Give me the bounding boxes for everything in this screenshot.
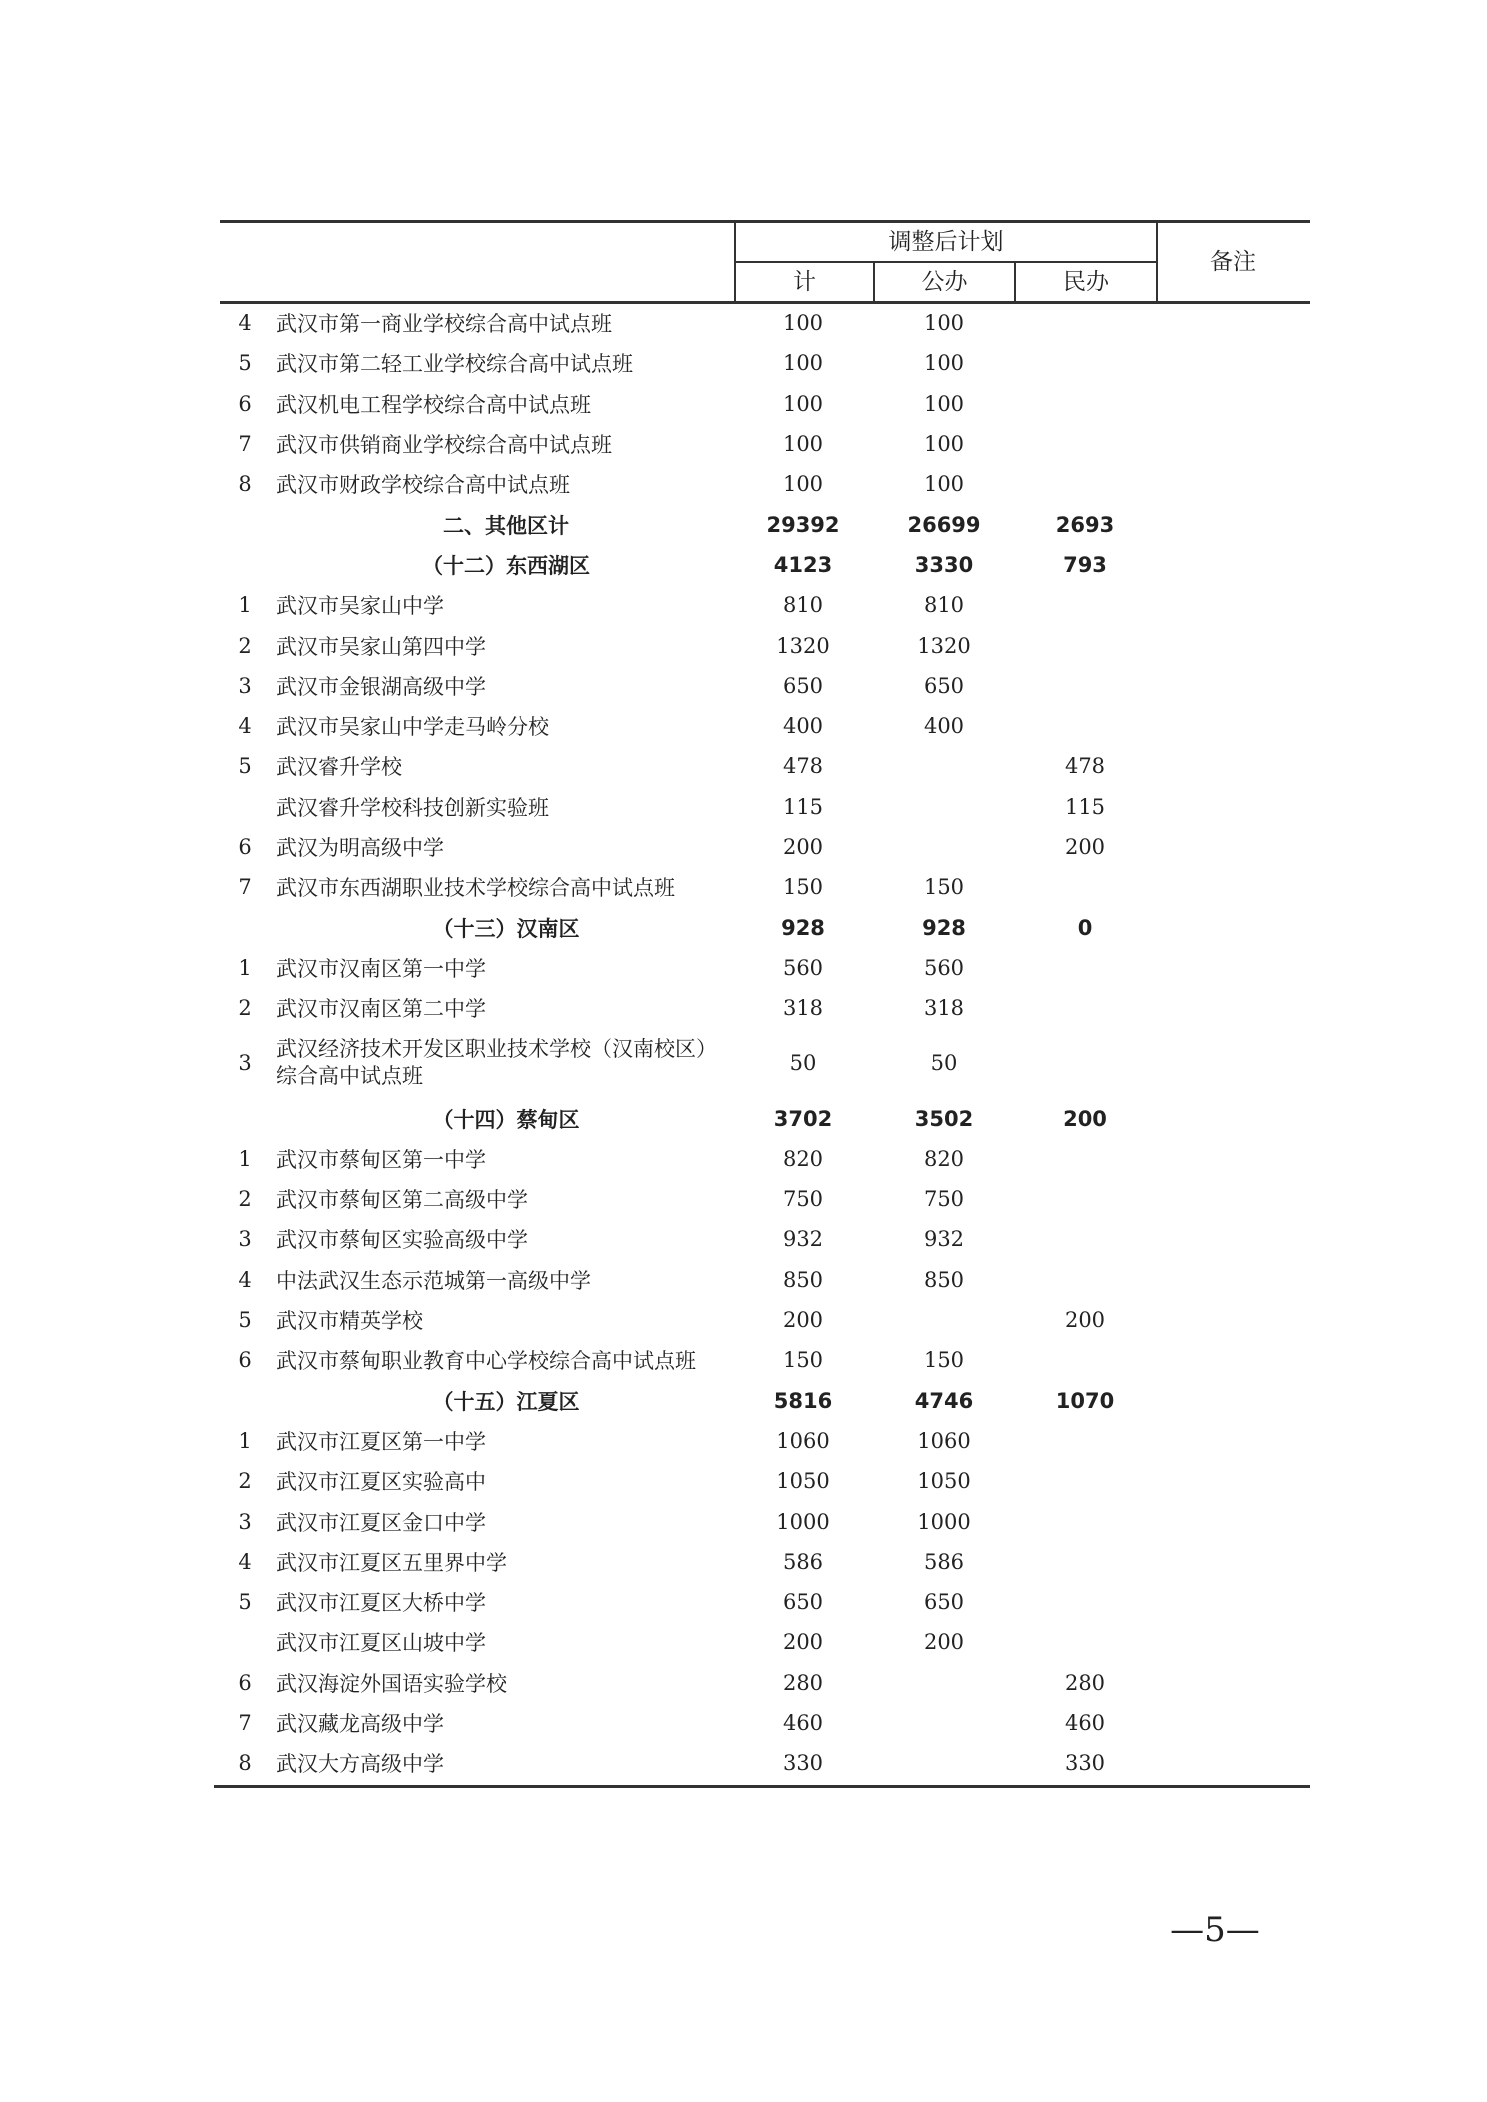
public-count xyxy=(884,827,1004,867)
school-name: 武汉市第二轻工业学校综合高中试点班 xyxy=(276,352,633,377)
public-count: 650 xyxy=(923,1590,965,1615)
row-index: 8 xyxy=(238,1751,252,1776)
school-name: 武汉为明高级中学 xyxy=(276,836,444,861)
private-count xyxy=(1025,1421,1145,1461)
total-count: 280 xyxy=(782,1670,824,1695)
total-count: 29392 xyxy=(766,512,840,537)
table-row xyxy=(0,1501,1487,1541)
school-name: 武汉市江夏区山坡中学 xyxy=(276,1631,486,1656)
table-row xyxy=(0,384,1487,424)
row-index: 1 xyxy=(238,1428,252,1453)
table-row xyxy=(0,787,1487,827)
table-row xyxy=(0,746,1487,786)
public-count: 100 xyxy=(923,472,965,497)
table-row xyxy=(0,988,1487,1028)
row-index: 3 xyxy=(238,1227,252,1252)
row-index xyxy=(232,1622,258,1662)
section-title: （十五）江夏区 xyxy=(432,1389,580,1414)
header-plan-group: 调整后计划 xyxy=(888,229,1004,255)
public-count: 4746 xyxy=(914,1388,974,1413)
row-index: 2 xyxy=(238,633,252,658)
private-count: 330 xyxy=(1064,1751,1106,1776)
row-index: 6 xyxy=(238,1670,252,1695)
school-name: 武汉市精英学校 xyxy=(276,1309,423,1334)
table-row xyxy=(0,1461,1487,1501)
public-count: 100 xyxy=(923,311,965,336)
private-count xyxy=(1025,1340,1145,1380)
table-row xyxy=(0,1542,1487,1582)
section-row xyxy=(0,908,1487,948)
total-count: 932 xyxy=(782,1227,824,1252)
school-name: 武汉市吴家山中学走马岭分校 xyxy=(276,715,549,740)
row-index: 3 xyxy=(238,1509,252,1534)
school-name: 武汉市江夏区金口中学 xyxy=(276,1510,486,1535)
public-count xyxy=(884,1743,1004,1783)
private-count: 200 xyxy=(1064,1308,1106,1333)
private-count: 793 xyxy=(1063,552,1107,577)
public-count: 400 xyxy=(923,714,965,739)
table-row xyxy=(0,464,1487,504)
school-name: 武汉市江夏区大桥中学 xyxy=(276,1591,486,1616)
school-name: 武汉藏龙高级中学 xyxy=(276,1712,444,1737)
school-name: 武汉市汉南区第一中学 xyxy=(276,956,486,981)
public-count: 750 xyxy=(923,1187,965,1212)
private-count: 0 xyxy=(1077,915,1093,940)
public-count: 100 xyxy=(923,351,965,376)
section-row xyxy=(0,545,1487,585)
private-count xyxy=(1025,1582,1145,1622)
table-row xyxy=(0,585,1487,625)
row-index: 7 xyxy=(238,875,252,900)
public-count xyxy=(884,1703,1004,1743)
section-title: （十三）汉南区 xyxy=(432,916,580,941)
row-index xyxy=(232,787,258,827)
public-count: 1050 xyxy=(917,1469,971,1494)
private-count: 1070 xyxy=(1055,1388,1115,1413)
private-count xyxy=(1025,1260,1145,1300)
total-count: 200 xyxy=(782,1308,824,1333)
school-name: 武汉市江夏区第一中学 xyxy=(276,1429,486,1454)
public-count: 3330 xyxy=(914,552,974,577)
total-count: 4123 xyxy=(773,552,833,577)
private-count xyxy=(1025,867,1145,907)
row-index: 3 xyxy=(238,673,252,698)
row-index: 5 xyxy=(238,1590,252,1615)
total-count: 50 xyxy=(789,1051,817,1076)
table-row xyxy=(0,1703,1487,1743)
private-count xyxy=(1025,585,1145,625)
total-count: 200 xyxy=(782,1630,824,1655)
table-row xyxy=(0,1260,1487,1300)
private-count: 200 xyxy=(1063,1106,1107,1131)
row-index: 3 xyxy=(238,1051,252,1076)
row-index: 6 xyxy=(238,1348,252,1373)
total-count: 1320 xyxy=(776,633,830,658)
section-title: （十四）蔡甸区 xyxy=(432,1107,580,1132)
public-count: 650 xyxy=(923,673,965,698)
private-count xyxy=(1025,1542,1145,1582)
public-count: 810 xyxy=(923,593,965,618)
school-name: 武汉市蔡甸职业教育中心学校综合高中试点班 xyxy=(276,1349,696,1374)
public-count: 150 xyxy=(923,1348,965,1373)
public-count: 560 xyxy=(923,955,965,980)
private-count xyxy=(1025,666,1145,706)
school-name: 武汉市江夏区五里界中学 xyxy=(276,1550,507,1575)
row-index: 5 xyxy=(238,754,252,779)
school-name: 武汉市金银湖高级中学 xyxy=(276,674,486,699)
table-row xyxy=(0,1421,1487,1461)
school-name: 武汉市吴家山第四中学 xyxy=(276,634,486,659)
private-count xyxy=(1025,464,1145,504)
header-total: 计 xyxy=(793,269,816,295)
total-count: 650 xyxy=(782,673,824,698)
school-name: 中法武汉生态示范城第一高级中学 xyxy=(276,1268,591,1293)
table-row xyxy=(0,424,1487,464)
header-private: 民办 xyxy=(1063,269,1109,295)
public-count xyxy=(884,1300,1004,1340)
public-count: 318 xyxy=(923,996,965,1021)
total-count: 100 xyxy=(782,391,824,416)
total-count: 1060 xyxy=(776,1428,830,1453)
private-count xyxy=(1025,1461,1145,1501)
total-count: 100 xyxy=(782,472,824,497)
school-name: 武汉市供销商业学校综合高中试点班 xyxy=(276,433,612,458)
total-count: 100 xyxy=(782,311,824,336)
public-count: 820 xyxy=(923,1146,965,1171)
total-count: 330 xyxy=(782,1751,824,1776)
row-index: 8 xyxy=(238,472,252,497)
public-count: 26699 xyxy=(907,512,981,537)
public-count: 1060 xyxy=(917,1428,971,1453)
row-index xyxy=(232,908,258,948)
public-count: 1320 xyxy=(917,633,971,658)
private-count xyxy=(1025,625,1145,665)
table-row xyxy=(0,1743,1487,1783)
public-count xyxy=(884,787,1004,827)
public-count: 928 xyxy=(922,915,966,940)
school-name: 武汉市蔡甸区第一中学 xyxy=(276,1147,486,1172)
public-count: 932 xyxy=(923,1227,965,1252)
total-count: 3702 xyxy=(773,1106,833,1131)
header-public: 公办 xyxy=(921,269,968,295)
total-count: 100 xyxy=(782,432,824,457)
private-count xyxy=(1025,1501,1145,1541)
private-count xyxy=(1025,1179,1145,1219)
private-count: 200 xyxy=(1064,835,1106,860)
section-row xyxy=(0,505,1487,545)
school-name: 武汉海淀外国语实验学校 xyxy=(276,1671,507,1696)
row-index: 1 xyxy=(238,955,252,980)
total-count: 650 xyxy=(782,1590,824,1615)
table-row xyxy=(0,625,1487,665)
private-count xyxy=(1025,948,1145,988)
section-row xyxy=(0,1098,1487,1138)
public-count: 1000 xyxy=(917,1509,971,1534)
table-row xyxy=(0,948,1487,988)
public-count: 100 xyxy=(923,432,965,457)
total-count: 478 xyxy=(782,754,824,779)
section-title: （十二）东西湖区 xyxy=(422,553,590,578)
total-count: 100 xyxy=(782,351,824,376)
private-count xyxy=(1025,303,1145,343)
school-name: 武汉市东西湖职业技术学校综合高中试点班 xyxy=(276,876,675,901)
total-count: 318 xyxy=(782,996,824,1021)
school-name: 武汉市江夏区实验高中 xyxy=(276,1470,486,1495)
school-name: 武汉睿升学校科技创新实验班 xyxy=(276,795,549,820)
total-count: 1000 xyxy=(776,1509,830,1534)
table-row xyxy=(0,1300,1487,1340)
table-row xyxy=(0,1219,1487,1259)
row-index: 6 xyxy=(238,391,252,416)
total-count: 560 xyxy=(782,955,824,980)
table-row xyxy=(0,1340,1487,1380)
public-count xyxy=(884,1663,1004,1703)
table-row xyxy=(0,827,1487,867)
row-index xyxy=(232,1098,258,1138)
private-count xyxy=(1025,1219,1145,1259)
row-index: 4 xyxy=(238,714,252,739)
table-row xyxy=(0,343,1487,383)
private-count: 2693 xyxy=(1055,512,1115,537)
row-index: 5 xyxy=(238,1308,252,1333)
school-name: 武汉机电工程学校综合高中试点班 xyxy=(276,392,591,417)
section-row xyxy=(0,1381,1487,1421)
table-row xyxy=(0,666,1487,706)
total-count: 586 xyxy=(782,1549,824,1574)
row-index: 1 xyxy=(238,593,252,618)
private-count xyxy=(1025,343,1145,383)
row-index: 5 xyxy=(238,351,252,376)
table-row xyxy=(0,867,1487,907)
total-count: 820 xyxy=(782,1146,824,1171)
row-index: 2 xyxy=(238,1187,252,1212)
total-count: 400 xyxy=(782,714,824,739)
row-index: 4 xyxy=(238,1549,252,1574)
total-count: 750 xyxy=(782,1187,824,1212)
school-name: 武汉市蔡甸区第二高级中学 xyxy=(276,1188,528,1213)
total-count: 150 xyxy=(782,875,824,900)
row-index: 7 xyxy=(238,1711,252,1736)
section-title: 二、其他区计 xyxy=(443,513,569,538)
total-count: 150 xyxy=(782,1348,824,1373)
table-row xyxy=(0,1663,1487,1703)
public-count: 850 xyxy=(923,1267,965,1292)
public-count: 586 xyxy=(923,1549,965,1574)
table-row xyxy=(0,303,1487,343)
row-index: 4 xyxy=(238,1267,252,1292)
page-number: —5— xyxy=(1170,1910,1260,1950)
total-count: 115 xyxy=(782,794,824,819)
total-count: 200 xyxy=(782,835,824,860)
public-count: 100 xyxy=(923,391,965,416)
school-name: 武汉市财政学校综合高中试点班 xyxy=(276,473,570,498)
private-count xyxy=(1025,1028,1145,1098)
private-count: 280 xyxy=(1064,1670,1106,1695)
private-count: 115 xyxy=(1064,794,1106,819)
school-name: 武汉大方高级中学 xyxy=(276,1752,444,1777)
total-count: 1050 xyxy=(776,1469,830,1494)
private-count: 478 xyxy=(1064,754,1106,779)
row-index: 4 xyxy=(238,311,252,336)
public-count: 200 xyxy=(923,1630,965,1655)
row-index xyxy=(232,1381,258,1421)
row-index xyxy=(232,505,258,545)
header-remark: 备注 xyxy=(1210,249,1256,275)
private-count xyxy=(1025,424,1145,464)
private-count xyxy=(1025,1622,1145,1662)
table-row xyxy=(0,1139,1487,1179)
total-count: 460 xyxy=(782,1711,824,1736)
school-name: 武汉市第一商业学校综合高中试点班 xyxy=(276,312,612,337)
table-row xyxy=(0,1622,1487,1662)
table-row xyxy=(0,1582,1487,1622)
public-count xyxy=(884,746,1004,786)
school-name: 武汉市蔡甸区实验高级中学 xyxy=(276,1228,528,1253)
table-row xyxy=(0,1028,1487,1098)
total-count: 928 xyxy=(781,915,825,940)
school-name: 武汉市汉南区第二中学 xyxy=(276,997,486,1022)
private-count xyxy=(1025,988,1145,1028)
total-count: 810 xyxy=(782,593,824,618)
school-name: 武汉经济技术开发区职业技术学校（汉南校区）综合高中试点班 xyxy=(276,1037,717,1089)
private-count xyxy=(1025,1139,1145,1179)
row-index xyxy=(232,545,258,585)
total-count: 850 xyxy=(782,1267,824,1292)
total-count: 5816 xyxy=(773,1388,833,1413)
table-row xyxy=(0,1179,1487,1219)
private-count xyxy=(1025,706,1145,746)
row-index: 2 xyxy=(238,996,252,1021)
table-row xyxy=(0,706,1487,746)
public-count: 50 xyxy=(930,1051,958,1076)
private-count xyxy=(1025,384,1145,424)
public-count: 3502 xyxy=(914,1106,974,1131)
private-count: 460 xyxy=(1064,1711,1106,1736)
row-index: 1 xyxy=(238,1146,252,1171)
row-index: 6 xyxy=(238,835,252,860)
row-index: 7 xyxy=(238,432,252,457)
school-name: 武汉睿升学校 xyxy=(276,755,402,780)
school-name: 武汉市吴家山中学 xyxy=(276,594,444,619)
row-index: 2 xyxy=(238,1469,252,1494)
public-count: 150 xyxy=(923,875,965,900)
